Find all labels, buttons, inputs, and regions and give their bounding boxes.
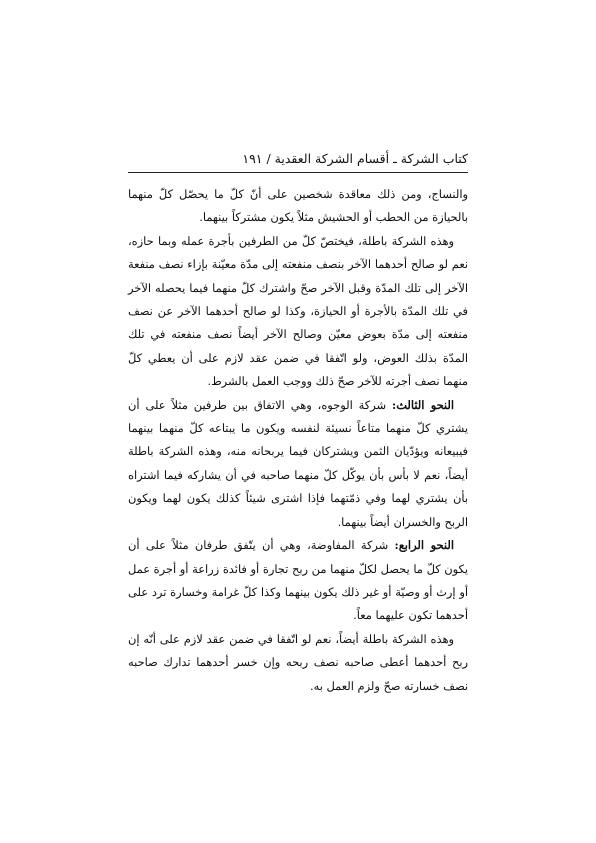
section-heading-fourth: النحو الرابع: — [394, 538, 454, 553]
section-heading-third: النحو الثالث: — [392, 397, 455, 412]
paragraph-1 — [128, 183, 468, 230]
header-divider — [128, 172, 468, 173]
paragraph-3-text: شركة الوجوه، وهي الاتفاق بين طرفين مثلاً على أن يشتري كلّ منهما متاعاً نسيئة لنفسه ويكون ما يبتاعه كلّ منهما بينهما فيبيعانه ويؤدّيان الثمن ويشتركان فيما يربحانه منه، وهذه الشركة باطلة أيضاً، نعم لا بأس بأن يوكّل كلّ منهما صاحبه في أن يشاركه فيما اشتراه بأن يشتري لهما وفي ذمّتهما فإذا اشترى شيئاً كذلك يكون لهما ويكون الربح والخسران أيضاً بينهما. — [128, 397, 468, 529]
paragraph-4 — [128, 534, 468, 628]
paragraph-3 — [128, 394, 468, 534]
paragraph-1-text: والنساج، ومن ذلك معاقدة شخصين على أنّ كلّ ما يحصّل كلّ منهما بالحيازة من الحطب أو الحشيش مثلاً يكون مشتركاً بينهما. — [128, 187, 468, 225]
paragraph-2-text: وهذه الشركة باطلة، فيختصّ كلّ من الطرفين بأجرة عمله وبما حازه، نعم لو صالح أحدهما الآخر بنصف منفعته إلى مدّة معيّنة بإزاء نصف منفعة الآخر إلى تلك المدّة وقبل الآخر صحّ واشترك كلّ منهما فيما يحصله الآخر في تلك المدّة بالأجرة أو الحيازة، وكذا لو صالح أحدهما الآخر عن نصف منفعته إلى مدّة بعوض معيّن وصالح الآخر أيضاً نصف منفعته في تلك المدّة بذلك العوض، ولو اتّفقا في ضمن عقد لازم على أن يعطي كلّ منهما نصف أجرته للآخر صحّ ذلك ووجب العمل بالشرط. — [128, 233, 468, 389]
page-body — [128, 183, 468, 698]
paragraph-5 — [128, 628, 468, 698]
paragraph-4-text: شركة المفاوضة، وهي أن يتّفق طرفان مثلاً على أن يكون كلّ ما يحصل لكلّ منهما من ربح تجارة أو فائدة زراعة أو أجرة عمل أو إرث أو وصيّة أو غير ذلك يكون بينهما وكذا كلّ غرامة وخسارة ترد على أحدهما تكون عليهما معاً. — [128, 538, 468, 623]
running-header: كتاب الشركة ـ أقسام الشركة العقدية / ١٩١ — [242, 151, 468, 166]
paragraph-5-text: وهذه الشركة باطلة أيضاً، نعم لو اتّفقا في ضمن عقد لازم على أنّه إن ربح أحدهما أعطى صاحبه نصف ربحه وإن خسر أحدهما تدارك صاحبه نصف خسارته صحّ ولزم العمل به. — [128, 631, 468, 693]
paragraph-2 — [128, 230, 468, 394]
